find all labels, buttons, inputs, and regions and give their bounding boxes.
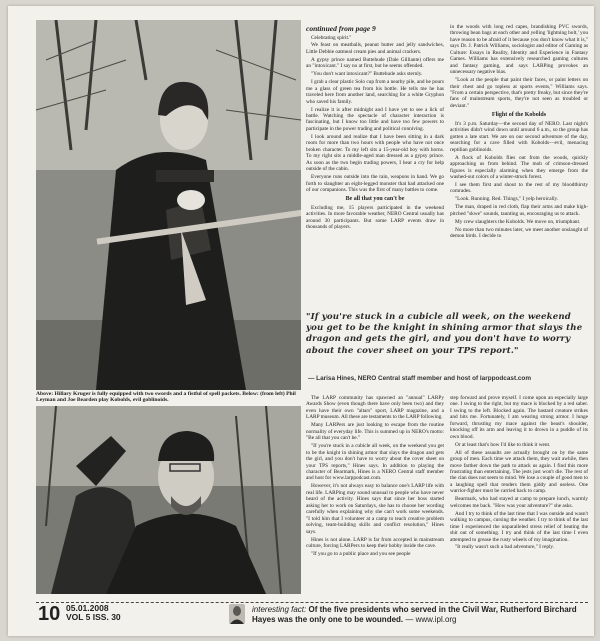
paragraph: "If you go to a public place and you see people [311, 550, 411, 557]
page-number: 10 [38, 603, 61, 625]
issue-date: 05.01.2008 [66, 603, 109, 613]
fact-text: Of the five presidents who served in the Civil War, Rutherford Birchard Hayes was the only one to be wounded. [252, 605, 577, 624]
continued-label: continued from page 9 [306, 24, 376, 33]
paragraph: "If you're stuck in a cubicle all week, on the weekend you get to be the knight in shining armor that slays the dragon and gets the girl, and you don't have to worry about the cover sheet on your TPS reports," Hines says. In addition to playing the character of Bearmark, Hines is a NERO Central staff member and host for www.larppodcast.com. [306, 443, 444, 482]
paragraph: It's 3 p.m. Saturday—the second day of NERO. Last night's activities didn't wind down until around 6 a.m., so the group has gotten a late start. We are on our second adventure of the day, searching for a cave filled with Kobolds—evil, menacing reptilian goblinoids. [450, 120, 588, 153]
paragraph: Excluding me, 15 players participated in the weekend activities. In more favorable weather, NERO Central usually has around 30 participants. But some LARP events draw in thousands of players. [306, 204, 444, 231]
paragraph: Everyone runs outside into the rain, weapons in hand. We go forth to slaughter an eight-legged monster that had attacked one of our companions. This was the first of many battles to come. [306, 174, 444, 193]
article-column-4 [450, 395, 588, 600]
paragraph: A flock of Kobolds flies out from the woods, quickly approaching us from behind. The mob of crimson-dressed figures is especially alarming when they emerge from the washed-out colors of a winter-struck forest. [450, 154, 588, 180]
subhead-flight-of-kobolds: Flight of the Kobolds [491, 112, 547, 119]
photo-larper-with-swords-image [36, 20, 301, 390]
interesting-fact [252, 605, 592, 625]
paragraph: I realize it is after midnight and I have yet to see a lick of battle. Watching the spectacle of character interaction is fascinating, but I know too little and have too few powers to participate in the power trading and political conniving. [306, 106, 444, 132]
paragraph: The man, draped in red cloth, flap their arms and make high-pitched "skwe" sounds, taunting us, encouraging us to attack. [450, 204, 588, 217]
paragraph: Bearmark, who had stayed at camp to prepare lunch, warmly welcomes me back. "How was your adventure?" she asks. [450, 496, 588, 509]
paragraph: However, it's not always easy to balance one's LARP life with real life. LARPing may sound unusual to people who have never heard of the activity. Hines says that since her boss started asking her to work on Saturdays, she has to choose her wording carefully when explaining why she can't work some weekends. "I told him that I volunteer at a camp to teach creative problem solving, team-building skills and conflict resolution," Hines says. [306, 483, 444, 535]
paragraph: We feast on meatballs, peanut butter and jelly sandwiches, Little Debbie oatmeal cream pies and animal crackers. [306, 42, 444, 55]
paragraph: Or at least that's how I'd like to think it went. [455, 441, 551, 448]
subhead-be-all: Be all that you can't be [345, 196, 405, 203]
paragraph: A gypsy prince named Buttehude (Dale Gilliante) offers me an "intoxicant." I say no at first, but he seems offended. [306, 56, 444, 70]
paragraph: I look around and realize that I have been sitting in a dark room for more than two hours with people who have not once broken character. To my left sits a 15-year-old boy with horns. To my right sits a middle-aged man dressed as a gypsy prince. As soon as the two begin trading powers, I hear a cry for help outside of the cabin. [306, 133, 444, 173]
paragraph: "It really wasn't such a bad adventure," I reply. [455, 544, 555, 551]
paragraph: step forward and prove myself. I come upon an especially large one. I swing to the right, but my mace is blocked by a red saber. I swing to the left. Blocked again. The bastard creature strikes and hits me. Fortunately, I am wearing strong armor. I lunge forward, thrusting my mace against the beast's shoulder, knocking off its arm and leaving it to drown in a puddle of its own blood. [450, 395, 588, 440]
paragraph: Many LARPers are just looking to escape from the routine normality of everyday life. This is summed up in NERO's motto: "Be all that you can't be." [306, 422, 444, 442]
paragraph: All of these assaults are actually brought on by the same group of men. Each time we attack them, they wait awhile, then move farther down the path to attack us again. I find this more frustrating than entertaining. The jests just won't die. The rest of the clan does not seem to mind. We lose a couple of good men to a laughing spell that renders them giddy and useless. One warrior-fighter must be carried back to camp. [450, 449, 588, 495]
president-portrait-image [229, 604, 245, 624]
article-column-1 [306, 24, 444, 306]
pull-quote-attribution: — Larisa Hines, NERO Central staff member and host of larppodcast.com [308, 375, 532, 382]
fact-lead: interesting fact: [252, 605, 307, 614]
paragraph: I see them first and shout to the rest of my bloodthirsty comrades. [450, 181, 588, 195]
paragraph: Hines is not alone. LARP is far from accepted in mainstream culture, forcing LARPers to keep their hobby inside the cave. [306, 536, 444, 549]
paragraph: in the woods with long red capes, brandishing PVC swords, throwing bean bags at each other and yelling 'lightning bolt,' you have reason to be afraid of it because you don't know what it is," says Dr. J. Patrick Williams, sociologist and editor of Gaming as Culture: Essays in Reality, Identity and Experience in Fantasy Games. Williams has extensively researched gaming cultures and fantasy gaming, and says LARPing provokes an unnecessary negative bias. [450, 24, 588, 76]
paragraph: And I try to think of the last time that I was outside and wasn't walking to campus, cursing the weather. I try to think of the last time I experienced the unparalleled stress relief of beating the shit out of something. I try and think of the last time I even attempted to grease the rusty wheels of my imagination. [450, 510, 588, 543]
issue-volume: VOL 5 ISS. 30 [66, 612, 121, 622]
paragraph: The LARP community has spawned an "annual" LARPy Awards Show (even though there have only been two) and they even have their own "altars" sport, LARP magazine, and a LARP museum. All these are testaments to the LARP following. [306, 395, 444, 421]
paragraph: "You don't want intoxicant?" Buttehude asks sternly. [311, 71, 423, 78]
photo-caption: Above: Hillary Kruger is fully equipped with two swords and a fistful of spell packets. Below: (from left) Phil Leyman and Joe Bearden play Kobolds, evil goblinoids. [36, 391, 296, 404]
paragraph: "Look. Running. Red. Things," I yelp heroically. [455, 196, 559, 203]
paragraph: My crew slaughters the Kobolds. We move on, triumphant. [455, 218, 581, 225]
president-portrait-icon [229, 604, 245, 624]
paragraph: "Look at the people that paint their faces, or paint letters on their chest and go topless at sports events," Williams says. "From a certain perspective, that's pretty freaky, but since they're fans of mainstream sports, they're not seen as troubled or deviant." [450, 77, 588, 109]
paragraph: Celebrating spirit." [311, 34, 352, 41]
footer-divider [36, 602, 588, 603]
pull-quote: "If you're stuck in a cubicle all week, on the weekend you get to be the knight in shining armor that slays the dragon and gets the girl, and you don't have to worry about the cover sheet on your TPS report." [306, 312, 583, 356]
photo-kobold-players-image [36, 406, 301, 594]
article-column-2 [450, 24, 588, 306]
newspaper-page [8, 6, 594, 636]
photo-larper-with-swords [36, 20, 301, 390]
photo-kobold-players [36, 406, 301, 594]
article-column-3 [306, 395, 444, 600]
paragraph: I grab a clear plastic Solo cup from a nearby pile, and he pours me a glass of green tea from his bottle. He tells me he has traveled here from another land, searching for a white Gryphon who saved his family. [306, 79, 444, 105]
paragraph: No more than two minutes later, we meet another onslaught of demon birds. I decide to [450, 226, 588, 240]
fact-source: — www.ipl.org [405, 615, 457, 624]
